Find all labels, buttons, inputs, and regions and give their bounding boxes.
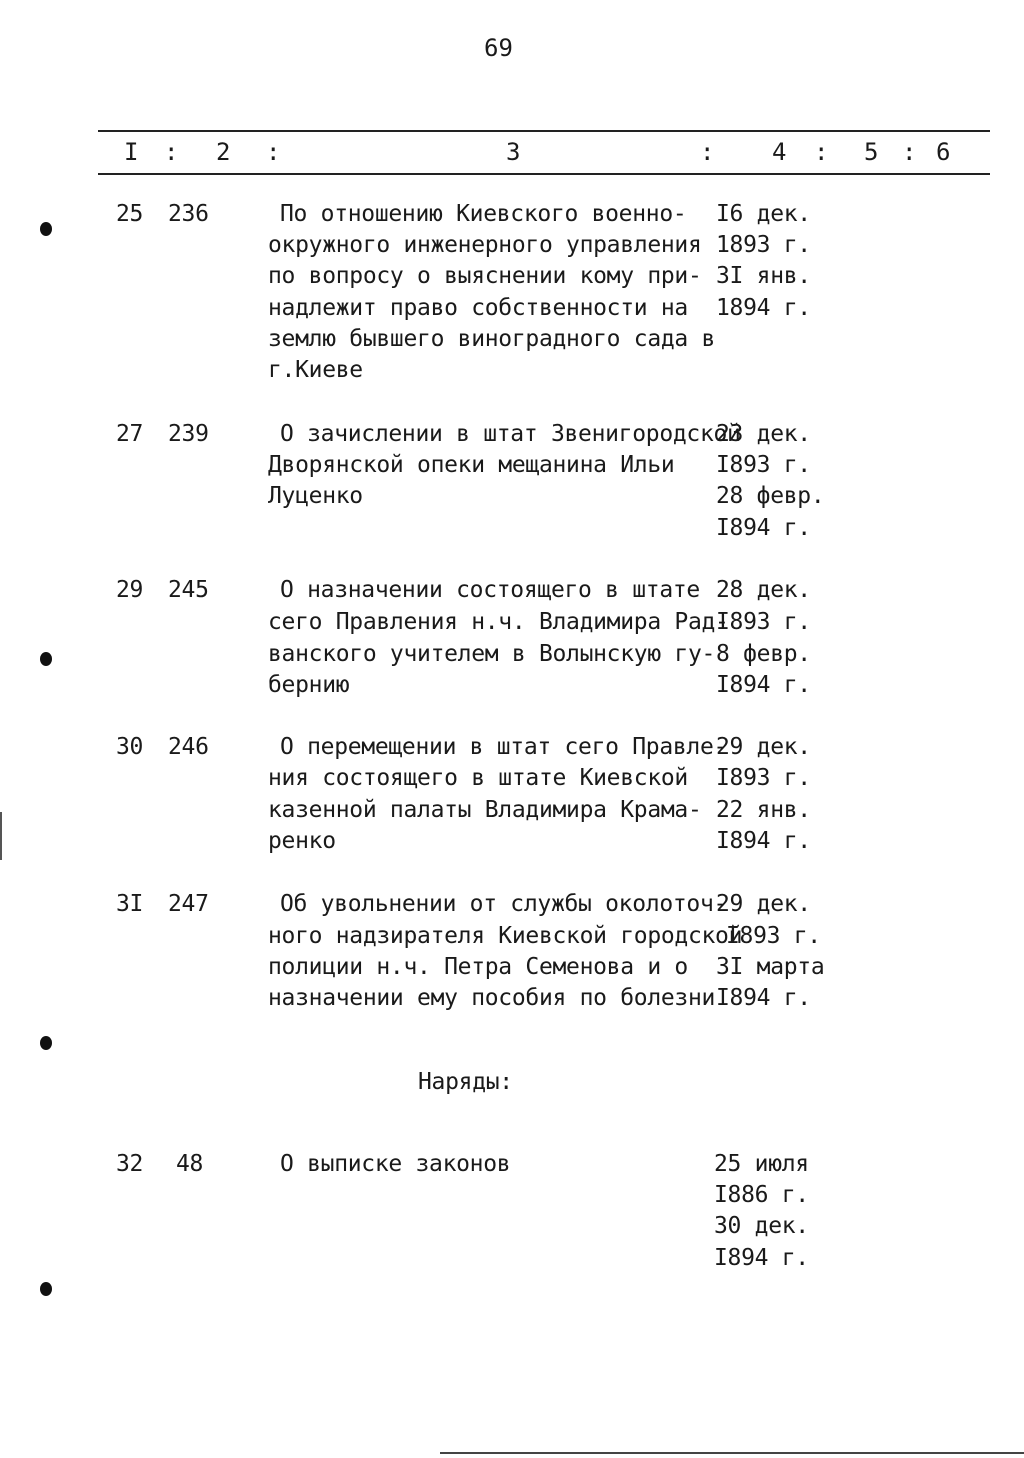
header-separator: : <box>902 138 917 166</box>
record-date-line: 28 февр. <box>716 483 825 509</box>
section-heading: Наряды: <box>418 1069 513 1095</box>
record-number: 29 <box>116 577 144 603</box>
record-date-line: 23 дек. <box>716 421 811 447</box>
record-title-line: По отношению Киевского военно- <box>280 201 687 227</box>
item-number: 48 <box>176 1151 204 1177</box>
record-number: 32 <box>116 1151 144 1177</box>
header-separator: : <box>164 138 179 166</box>
header-col-1: I <box>124 138 139 166</box>
record-date-line: 3I янв. <box>716 263 811 289</box>
record-date-line: 29 дек. <box>716 891 811 917</box>
record-title-line: окружного инженерного управления <box>268 232 702 258</box>
record-title-line: Дворянской опеки мещанина Ильи <box>268 452 675 478</box>
punch-hole-mark <box>40 652 52 666</box>
record-title-line: О назначении состоящего в штате <box>280 577 700 603</box>
record-title-line: О выписке законов <box>280 1151 511 1177</box>
header-separator: : <box>700 138 715 166</box>
record-date-line: I894 г. <box>714 1245 809 1271</box>
record-number: 3I <box>116 891 144 917</box>
page-bottom-edge <box>440 1452 1024 1454</box>
record-title-line: назначении ему пособия по болезни <box>268 985 716 1011</box>
record-title-line: полиции н.ч. Петра Семенова и о <box>268 954 688 980</box>
record-title-line: Об увольнении от службы околоточ- <box>280 891 728 917</box>
header-col-6: 6 <box>936 138 951 166</box>
record-date-line: 29 дек. <box>716 734 811 760</box>
record-title-line: ванского учителем в Волынскую гу- <box>268 641 716 667</box>
header-col-5: 5 <box>864 138 879 166</box>
record-title-line: О зачислении в штат Звенигородской <box>280 421 741 447</box>
record-title-line: надлежит право собственности на <box>268 295 688 321</box>
record-date-line: 30 дек. <box>714 1213 809 1239</box>
record-date-line: 28 дек. <box>716 577 811 603</box>
record-date-line: 22 янв. <box>716 797 811 823</box>
record-title-line: сего Правления н.ч. Владимира Рад- <box>268 609 729 635</box>
record-title-line: ренко <box>268 828 336 854</box>
header-separator: : <box>814 138 829 166</box>
record-date-line: I894 г. <box>716 672 811 698</box>
record-date-line: I893 г. <box>726 923 821 949</box>
record-date-line: 1893 г. <box>716 232 811 258</box>
record-date-line: 25 июля <box>714 1151 809 1177</box>
record-date-line: I893 г. <box>716 609 811 635</box>
record-number: 25 <box>116 201 144 227</box>
record-date-line: I894 г. <box>716 985 811 1011</box>
header-col-4: 4 <box>772 138 787 166</box>
item-number: 236 <box>168 201 209 227</box>
header-col-2: 2 <box>216 138 231 166</box>
record-date-line: I893 г. <box>716 765 811 791</box>
punch-hole-mark <box>40 1036 52 1050</box>
record-title-line: по вопросу о выяснении кому при- <box>268 263 702 289</box>
punch-hole-mark <box>40 222 52 236</box>
record-date-line: I894 г. <box>716 828 811 854</box>
table-header-bottom-rule <box>98 173 990 175</box>
record-title-line: бернию <box>268 672 350 698</box>
record-date-line: I894 г. <box>716 515 811 541</box>
record-number: 27 <box>116 421 144 447</box>
record-title-line: ного надзирателя Киевской городской <box>268 923 743 949</box>
record-title-line: землю бывшего виноградного сада в <box>268 326 716 352</box>
item-number: 239 <box>168 421 209 447</box>
page-number: 69 <box>484 34 513 62</box>
record-date-line: I893 г. <box>716 452 811 478</box>
record-date-line: 3I марта <box>716 954 825 980</box>
record-date-line: I886 г. <box>714 1182 809 1208</box>
header-separator: : <box>266 138 281 166</box>
item-number: 246 <box>168 734 209 760</box>
scan-edge-mark <box>0 812 2 860</box>
record-title-line: Луценко <box>268 483 363 509</box>
record-date-line: I6 дек. <box>716 201 811 227</box>
header-col-3: 3 <box>506 138 521 166</box>
record-date-line: 1894 г. <box>716 295 811 321</box>
record-date-line: 8 февр. <box>716 641 811 667</box>
record-title-line: О перемещении в штат сего Правле- <box>280 734 728 760</box>
record-title-line: ния состоящего в штате Киевской <box>268 765 688 791</box>
table-header-top-rule <box>98 130 990 132</box>
record-number: 30 <box>116 734 144 760</box>
punch-hole-mark <box>40 1282 52 1296</box>
record-title-line: казенной палаты Владимира Крама- <box>268 797 702 823</box>
record-title-line: г.Киеве <box>268 357 363 383</box>
item-number: 247 <box>168 891 209 917</box>
item-number: 245 <box>168 577 209 603</box>
